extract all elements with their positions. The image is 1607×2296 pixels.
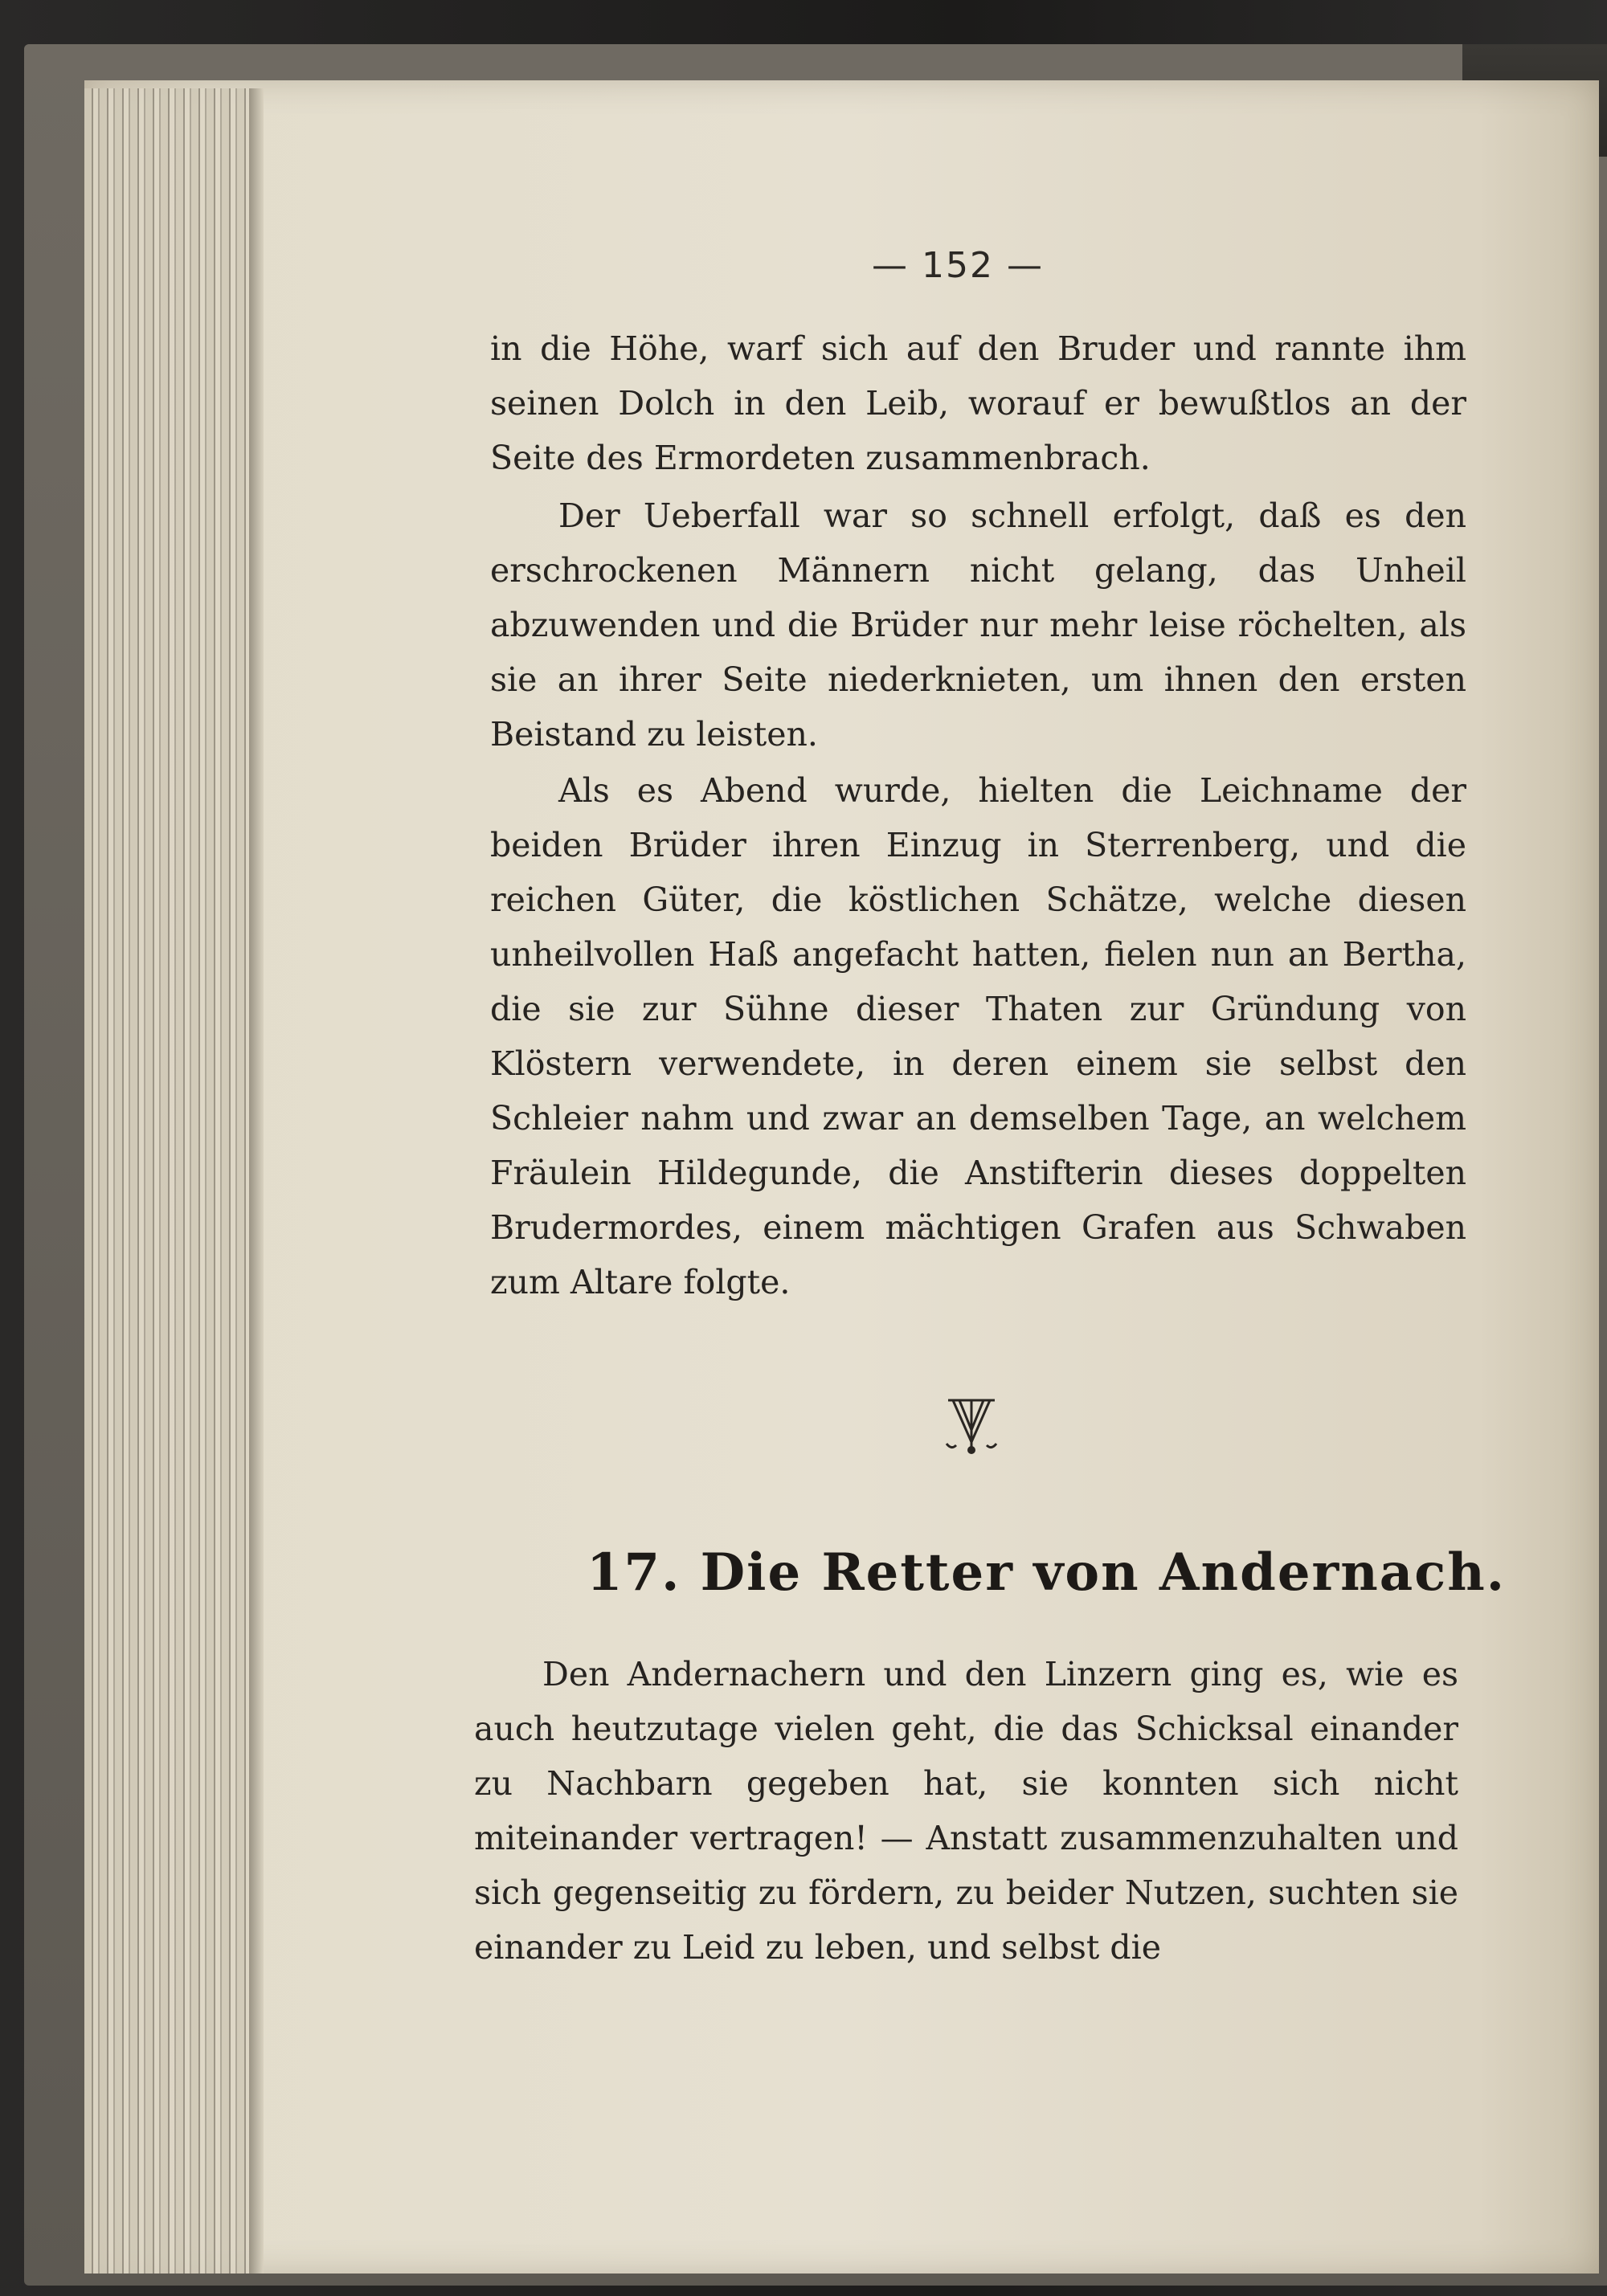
page-number: — 152 — xyxy=(872,245,1044,286)
page-edges xyxy=(84,88,257,2274)
chapter-paragraph: Den Andernachern und den Linzern ging es, wie es auch heutzutage vielen geht, die das Schicksal einander zu Nachbarn gegeben hat, sie konnten sich nicht miteinander vertragen! — Anstatt zusammenzuhalten und sich gegenseitig zu fördern, zu beider Nutzen, suchten sie einander zu Leid zu leben, und selbst die xyxy=(474,1655,1458,1967)
paragraph-ueberfall: Der Ueberfall war so schnell erfolgt, daß es den erschrockenen Männern nicht gelang, das Unheil abzuwenden und die Brüder nur mehr leise röchelten, als sie an ihrer Seite niederknieten, um ihnen den ersten Beistand zu leisten. xyxy=(490,496,1466,754)
chapter-heading: 17. Die Retter von Andernach. xyxy=(587,1542,1507,1603)
page-gutter xyxy=(249,88,264,2274)
fleuron-ornament-icon xyxy=(942,1394,1001,1458)
paragraph-continuation: in die Höhe, warf sich auf den Bruder und rannte ihm seinen Dolch in den Leib, worauf er bewußtlos an der Seite des Ermordeten zusammenbrach. xyxy=(490,329,1466,477)
paragraph-abend: Als es Abend wurde, hielten die Leichname der beiden Brüder ihren Einzug in Sterrenberg, und die reichen Güter, die köstlichen Schätze, welche diesen unheilvollen Haß angefacht hatten, fielen nun an Bertha, die sie zur Sühne dieser Thaten zur Gründung von Klöstern verwendete, in deren einem sie selbst den Schleier nahm und zwar an demselben Tage, an welchem Fräulein Hildegunde, die Anstifterin dieses doppelten Brudermordes, einem mächtigen Grafen aus Schwaben zum Altare folgte. xyxy=(490,771,1466,1301)
